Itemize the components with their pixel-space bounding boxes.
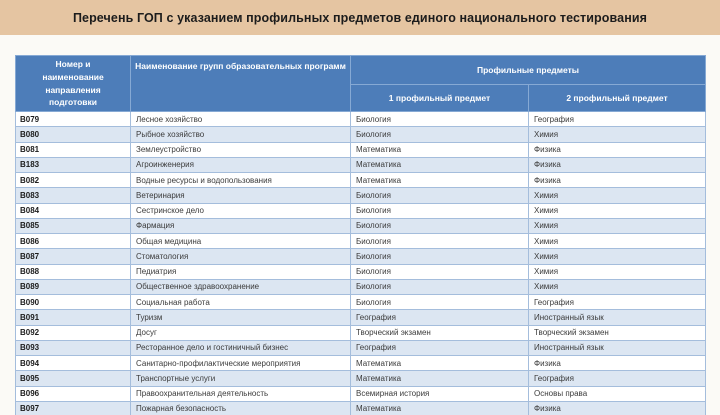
code-cell: B183 bbox=[16, 157, 131, 172]
program-cell: Агроинженерия bbox=[131, 157, 351, 172]
subject1-cell: География bbox=[351, 310, 529, 325]
subject2-cell: Физика bbox=[529, 173, 706, 188]
program-cell: Социальная работа bbox=[131, 295, 351, 310]
table-row bbox=[16, 325, 706, 340]
program-cell: Рыбное хозяйство bbox=[131, 127, 351, 142]
code-cell: B087 bbox=[16, 249, 131, 264]
table-row bbox=[16, 203, 706, 218]
table-row bbox=[16, 173, 706, 188]
code-cell: B083 bbox=[16, 188, 131, 203]
code-cell: B097 bbox=[16, 401, 131, 415]
subject2-cell: Химия bbox=[529, 234, 706, 249]
program-cell: Общая медицина bbox=[131, 234, 351, 249]
code-cell: B082 bbox=[16, 173, 131, 188]
table-row bbox=[16, 340, 706, 355]
header-profile-subjects-group: Профильные предметы bbox=[351, 56, 706, 85]
code-cell: B084 bbox=[16, 203, 131, 218]
table-row bbox=[16, 371, 706, 386]
subject1-cell: География bbox=[351, 340, 529, 355]
subject1-cell: Биология bbox=[351, 295, 529, 310]
subject2-cell: Иностранный язык bbox=[529, 310, 706, 325]
code-cell: B080 bbox=[16, 127, 131, 142]
subject2-cell: Химия bbox=[529, 279, 706, 294]
code-cell: B086 bbox=[16, 234, 131, 249]
subject2-cell: География bbox=[529, 112, 706, 127]
table-row bbox=[16, 386, 706, 401]
subject1-cell: Математика bbox=[351, 173, 529, 188]
program-cell: Стоматология bbox=[131, 249, 351, 264]
table-row bbox=[16, 127, 706, 142]
table-header bbox=[16, 56, 706, 112]
program-cell: Правоохранительная деятельность bbox=[131, 386, 351, 401]
subject1-cell: Математика bbox=[351, 371, 529, 386]
program-cell: Транспортные услуги bbox=[131, 371, 351, 386]
title-bar bbox=[0, 0, 720, 35]
gop-table bbox=[15, 55, 706, 415]
subject1-cell: Биология bbox=[351, 218, 529, 233]
code-cell: B085 bbox=[16, 218, 131, 233]
code-cell: B095 bbox=[16, 371, 131, 386]
header-subject1-column: 1 профильный предмет bbox=[351, 84, 529, 111]
code-cell: B090 bbox=[16, 295, 131, 310]
subject1-cell: Всемирная история bbox=[351, 386, 529, 401]
subject1-cell: Биология bbox=[351, 249, 529, 264]
page-title: Перечень ГОП с указанием профильных предметов единого национального тестирования bbox=[72, 10, 648, 25]
program-cell: Сестринское дело bbox=[131, 203, 351, 218]
program-cell: Пожарная безопасность bbox=[131, 401, 351, 415]
subject2-cell: Физика bbox=[529, 356, 706, 371]
subject2-cell: География bbox=[529, 371, 706, 386]
subject1-cell: Математика bbox=[351, 401, 529, 415]
code-cell: B093 bbox=[16, 340, 131, 355]
subject1-cell: Математика bbox=[351, 157, 529, 172]
subject2-cell: География bbox=[529, 295, 706, 310]
subject2-cell: Иностранный язык bbox=[529, 340, 706, 355]
table-row bbox=[16, 234, 706, 249]
header-subject2-column: 2 профильный предмет bbox=[529, 84, 706, 111]
table-row bbox=[16, 112, 706, 127]
table-row bbox=[16, 249, 706, 264]
subject2-cell: Основы права bbox=[529, 386, 706, 401]
subject1-cell: Биология bbox=[351, 188, 529, 203]
program-cell: Землеустройство bbox=[131, 142, 351, 157]
program-cell: Ресторанное дело и гостиничный бизнес bbox=[131, 340, 351, 355]
table-row bbox=[16, 157, 706, 172]
subject1-cell: Биология bbox=[351, 234, 529, 249]
subject1-cell: Творческий экзамен bbox=[351, 325, 529, 340]
program-cell: Педиатрия bbox=[131, 264, 351, 279]
subject2-cell: Химия bbox=[529, 203, 706, 218]
table-row bbox=[16, 218, 706, 233]
code-cell: B094 bbox=[16, 356, 131, 371]
code-cell: B088 bbox=[16, 264, 131, 279]
subject2-cell: Химия bbox=[529, 218, 706, 233]
program-cell: Ветеринария bbox=[131, 188, 351, 203]
table-row bbox=[16, 356, 706, 371]
header-code-column: Номер и наименование направления подготовки bbox=[16, 56, 131, 112]
subject1-cell: Биология bbox=[351, 203, 529, 218]
code-cell: B089 bbox=[16, 279, 131, 294]
table-row bbox=[16, 295, 706, 310]
header-program-column: Наименование групп образовательных программ bbox=[131, 56, 351, 112]
subject1-cell: Биология bbox=[351, 127, 529, 142]
gop-table-container bbox=[15, 55, 705, 415]
subject1-cell: Биология bbox=[351, 279, 529, 294]
code-cell: B081 bbox=[16, 142, 131, 157]
program-cell: Санитарно-профилактические мероприятия bbox=[131, 356, 351, 371]
subject1-cell: Биология bbox=[351, 112, 529, 127]
code-cell: B079 bbox=[16, 112, 131, 127]
program-cell: Досуг bbox=[131, 325, 351, 340]
program-cell: Водные ресурсы и водопользования bbox=[131, 173, 351, 188]
subject2-cell: Физика bbox=[529, 142, 706, 157]
code-cell: B091 bbox=[16, 310, 131, 325]
table-row bbox=[16, 279, 706, 294]
table-row bbox=[16, 401, 706, 415]
code-cell: B092 bbox=[16, 325, 131, 340]
code-cell: B096 bbox=[16, 386, 131, 401]
table-row bbox=[16, 310, 706, 325]
table-row bbox=[16, 264, 706, 279]
subject2-cell: Физика bbox=[529, 401, 706, 415]
program-cell: Туризм bbox=[131, 310, 351, 325]
table-row bbox=[16, 188, 706, 203]
table-body bbox=[16, 112, 706, 415]
subject1-cell: Математика bbox=[351, 142, 529, 157]
subject1-cell: Математика bbox=[351, 356, 529, 371]
program-cell: Лесное хозяйство bbox=[131, 112, 351, 127]
program-cell: Фармация bbox=[131, 218, 351, 233]
subject1-cell: Биология bbox=[351, 264, 529, 279]
subject2-cell: Химия bbox=[529, 188, 706, 203]
subject2-cell: Химия bbox=[529, 127, 706, 142]
subject2-cell: Химия bbox=[529, 264, 706, 279]
subject2-cell: Химия bbox=[529, 249, 706, 264]
subject2-cell: Физика bbox=[529, 157, 706, 172]
program-cell: Общественное здравоохранение bbox=[131, 279, 351, 294]
subject2-cell: Творческий экзамен bbox=[529, 325, 706, 340]
table-row bbox=[16, 142, 706, 157]
